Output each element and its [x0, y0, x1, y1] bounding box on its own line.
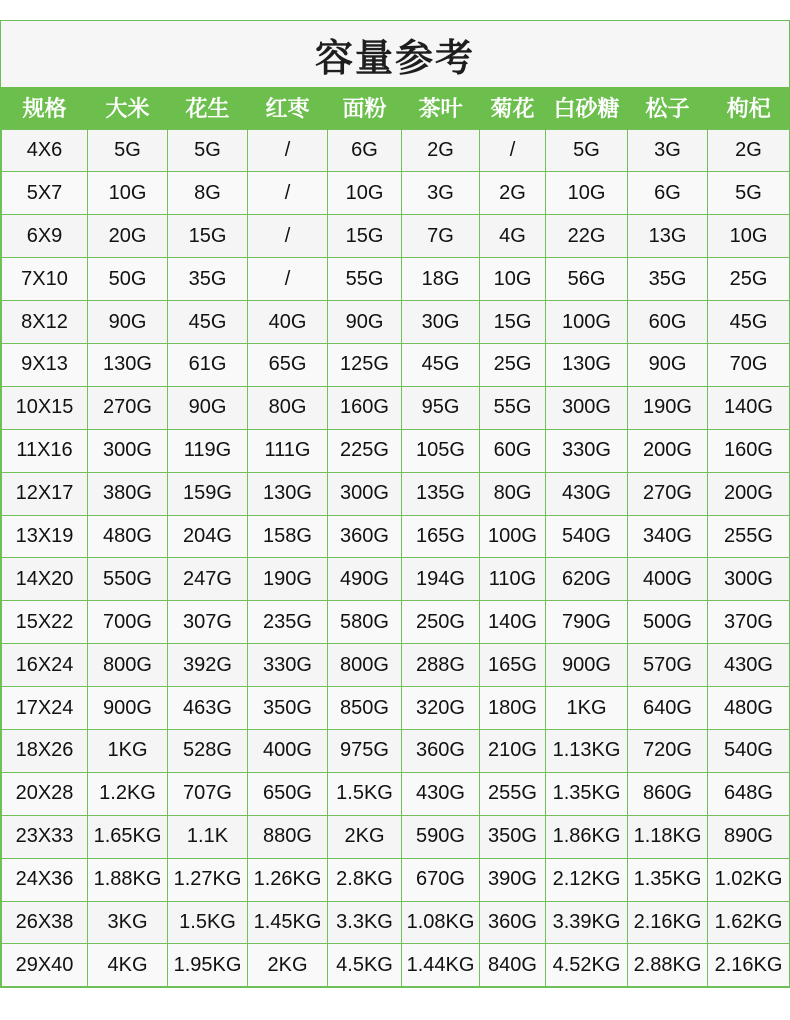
capacity-cell: 160G [328, 386, 402, 429]
capacity-cell: 158G [248, 515, 328, 558]
capacity-cell: 480G [708, 687, 790, 730]
spec-cell: 24X36 [2, 858, 88, 901]
table-row [2, 601, 790, 644]
capacity-cell: 3.3KG [328, 901, 402, 944]
capacity-cell: 1.35KG [546, 772, 628, 815]
capacity-cell: 10G [708, 215, 790, 258]
capacity-cell: 5G [88, 129, 168, 172]
capacity-cell: 45G [402, 343, 480, 386]
capacity-cell: 2G [480, 172, 546, 215]
capacity-cell: 1.27KG [168, 858, 248, 901]
capacity-cell: 1.5KG [168, 901, 248, 944]
capacity-cell: 528G [168, 729, 248, 772]
capacity-cell: 180G [480, 687, 546, 730]
column-header: 大米 [88, 87, 168, 129]
capacity-cell: 100G [480, 515, 546, 558]
capacity-cell: 4KG [88, 944, 168, 987]
table-row [2, 129, 790, 172]
capacity-cell: 111G [248, 429, 328, 472]
capacity-cell: 35G [628, 258, 708, 301]
capacity-cell: 56G [546, 258, 628, 301]
capacity-cell: 270G [88, 386, 168, 429]
capacity-cell: 1.62KG [708, 901, 790, 944]
capacity-cell: 2.8KG [328, 858, 402, 901]
table-row [2, 687, 790, 730]
capacity-cell: 200G [708, 472, 790, 515]
capacity-cell: 1.1K [168, 815, 248, 858]
capacity-cell: 360G [328, 515, 402, 558]
capacity-cell: / [248, 129, 328, 172]
capacity-cell: 165G [480, 644, 546, 687]
table-row [2, 472, 790, 515]
capacity-cell: 860G [628, 772, 708, 815]
capacity-cell: 540G [546, 515, 628, 558]
capacity-cell: 3.39KG [546, 901, 628, 944]
capacity-cell: 90G [88, 301, 168, 344]
capacity-cell: 5G [168, 129, 248, 172]
capacity-cell: 700G [88, 601, 168, 644]
capacity-cell: 95G [402, 386, 480, 429]
spec-cell: 14X20 [2, 558, 88, 601]
capacity-cell: 22G [546, 215, 628, 258]
spec-cell: 6X9 [2, 215, 88, 258]
capacity-cell: 80G [480, 472, 546, 515]
column-header: 白砂糖 [546, 87, 628, 129]
capacity-cell: 2KG [328, 815, 402, 858]
spec-cell: 29X40 [2, 944, 88, 987]
capacity-cell: 6G [628, 172, 708, 215]
table-row [2, 901, 790, 944]
capacity-cell: 65G [248, 343, 328, 386]
title-bar [1, 21, 789, 87]
capacity-cell: / [248, 215, 328, 258]
capacity-cell: 400G [628, 558, 708, 601]
capacity-cell: 10G [546, 172, 628, 215]
capacity-cell: 204G [168, 515, 248, 558]
capacity-cell: 330G [248, 644, 328, 687]
capacity-cell: 165G [402, 515, 480, 558]
capacity-cell: / [248, 172, 328, 215]
spec-cell: 20X28 [2, 772, 88, 815]
table-row [2, 258, 790, 301]
capacity-cell: 200G [628, 429, 708, 472]
capacity-cell: 20G [88, 215, 168, 258]
capacity-cell: 255G [708, 515, 790, 558]
capacity-cell: 392G [168, 644, 248, 687]
capacity-cell: 890G [708, 815, 790, 858]
capacity-cell: 1.2KG [88, 772, 168, 815]
capacity-reference-panel [0, 20, 790, 988]
capacity-cell: 350G [480, 815, 546, 858]
capacity-cell: 7G [402, 215, 480, 258]
capacity-cell: 13G [628, 215, 708, 258]
capacity-cell: 60G [480, 429, 546, 472]
table-row [2, 644, 790, 687]
capacity-cell: 1.26KG [248, 858, 328, 901]
page-title: 容量参考 [314, 35, 475, 80]
capacity-cell: 2.16KG [708, 944, 790, 987]
spec-cell: 13X19 [2, 515, 88, 558]
capacity-cell: 4.52KG [546, 944, 628, 987]
column-header: 枸杞 [708, 87, 790, 129]
capacity-cell: 15G [168, 215, 248, 258]
capacity-cell: 2.12KG [546, 858, 628, 901]
capacity-cell: 55G [480, 386, 546, 429]
capacity-cell: 430G [708, 644, 790, 687]
capacity-cell: 790G [546, 601, 628, 644]
capacity-cell: 35G [168, 258, 248, 301]
capacity-cell: 540G [708, 729, 790, 772]
table-row [2, 301, 790, 344]
capacity-cell: 380G [88, 472, 168, 515]
capacity-cell: 800G [328, 644, 402, 687]
capacity-cell: 25G [480, 343, 546, 386]
capacity-cell: 490G [328, 558, 402, 601]
capacity-cell: 900G [546, 644, 628, 687]
column-header: 茶叶 [402, 87, 480, 129]
spec-cell: 8X12 [2, 301, 88, 344]
capacity-cell: 80G [248, 386, 328, 429]
capacity-cell: 2G [402, 129, 480, 172]
capacity-cell: 270G [628, 472, 708, 515]
capacity-cell: 160G [708, 429, 790, 472]
capacity-cell: 1.02KG [708, 858, 790, 901]
table-row [2, 729, 790, 772]
capacity-cell: 720G [628, 729, 708, 772]
capacity-cell: 2KG [248, 944, 328, 987]
table-header-row [2, 87, 790, 129]
capacity-cell: 119G [168, 429, 248, 472]
capacity-cell: 1.5KG [328, 772, 402, 815]
capacity-cell: 463G [168, 687, 248, 730]
spec-cell: 26X38 [2, 901, 88, 944]
capacity-cell: 10G [480, 258, 546, 301]
capacity-cell: 130G [546, 343, 628, 386]
capacity-cell: 130G [88, 343, 168, 386]
table-row [2, 215, 790, 258]
capacity-cell: 130G [248, 472, 328, 515]
spec-cell: 15X22 [2, 601, 88, 644]
capacity-cell: 300G [88, 429, 168, 472]
capacity-cell: 190G [628, 386, 708, 429]
capacity-cell: 140G [480, 601, 546, 644]
column-header-spec: 规格 [2, 87, 88, 129]
capacity-cell: 707G [168, 772, 248, 815]
capacity-cell: 45G [168, 301, 248, 344]
capacity-cell: 3KG [88, 901, 168, 944]
capacity-cell: 1.65KG [88, 815, 168, 858]
capacity-cell: 10G [88, 172, 168, 215]
capacity-cell: 550G [88, 558, 168, 601]
capacity-cell: 300G [546, 386, 628, 429]
capacity-cell: 135G [402, 472, 480, 515]
capacity-cell: 190G [248, 558, 328, 601]
spec-cell: 17X24 [2, 687, 88, 730]
capacity-cell: 235G [248, 601, 328, 644]
table-row [2, 172, 790, 215]
capacity-cell: 288G [402, 644, 480, 687]
capacity-cell: 210G [480, 729, 546, 772]
capacity-cell: 400G [248, 729, 328, 772]
spec-cell: 18X26 [2, 729, 88, 772]
capacity-cell: 45G [708, 301, 790, 344]
capacity-table [1, 87, 790, 987]
capacity-cell: 1.35KG [628, 858, 708, 901]
capacity-cell: 640G [628, 687, 708, 730]
capacity-cell: 105G [402, 429, 480, 472]
capacity-cell: 110G [480, 558, 546, 601]
capacity-cell: 2.88KG [628, 944, 708, 987]
spec-cell: 12X17 [2, 472, 88, 515]
capacity-cell: 3G [628, 129, 708, 172]
capacity-cell: 650G [248, 772, 328, 815]
table-row [2, 944, 790, 987]
capacity-cell: 430G [402, 772, 480, 815]
capacity-cell: 300G [328, 472, 402, 515]
spec-cell: 5X7 [2, 172, 88, 215]
spec-cell: 4X6 [2, 129, 88, 172]
capacity-cell: 30G [402, 301, 480, 344]
capacity-cell: 390G [480, 858, 546, 901]
capacity-cell: 90G [628, 343, 708, 386]
capacity-cell: 247G [168, 558, 248, 601]
capacity-cell: 90G [168, 386, 248, 429]
capacity-cell: 880G [248, 815, 328, 858]
capacity-cell: 1.45KG [248, 901, 328, 944]
capacity-cell: 5G [546, 129, 628, 172]
capacity-cell: 10G [328, 172, 402, 215]
capacity-cell: 300G [708, 558, 790, 601]
capacity-cell: 5G [708, 172, 790, 215]
spec-cell: 9X13 [2, 343, 88, 386]
capacity-cell: 6G [328, 129, 402, 172]
table-body [2, 129, 790, 987]
capacity-cell: 3G [402, 172, 480, 215]
capacity-cell: 800G [88, 644, 168, 687]
column-header: 花生 [168, 87, 248, 129]
capacity-cell: 1.13KG [546, 729, 628, 772]
capacity-cell: 2G [708, 129, 790, 172]
capacity-cell: 307G [168, 601, 248, 644]
capacity-cell: 1.88KG [88, 858, 168, 901]
capacity-cell: 55G [328, 258, 402, 301]
capacity-cell: 125G [328, 343, 402, 386]
table-row [2, 386, 790, 429]
capacity-cell: 1.08KG [402, 901, 480, 944]
capacity-cell: 840G [480, 944, 546, 987]
capacity-cell: 340G [628, 515, 708, 558]
capacity-cell: 4G [480, 215, 546, 258]
capacity-cell: 40G [248, 301, 328, 344]
capacity-cell: 90G [328, 301, 402, 344]
capacity-cell: 15G [480, 301, 546, 344]
spec-cell: 11X16 [2, 429, 88, 472]
table-row [2, 858, 790, 901]
capacity-cell: 1KG [88, 729, 168, 772]
capacity-cell: 900G [88, 687, 168, 730]
capacity-cell: 430G [546, 472, 628, 515]
spec-cell: 16X24 [2, 644, 88, 687]
capacity-cell: 70G [708, 343, 790, 386]
capacity-cell: / [248, 258, 328, 301]
capacity-cell: 1KG [546, 687, 628, 730]
capacity-cell: 570G [628, 644, 708, 687]
capacity-cell: / [480, 129, 546, 172]
column-header: 红枣 [248, 87, 328, 129]
spec-cell: 10X15 [2, 386, 88, 429]
table-row [2, 772, 790, 815]
capacity-cell: 250G [402, 601, 480, 644]
capacity-cell: 580G [328, 601, 402, 644]
capacity-cell: 1.86KG [546, 815, 628, 858]
spec-cell: 23X33 [2, 815, 88, 858]
capacity-cell: 620G [546, 558, 628, 601]
column-header: 面粉 [328, 87, 402, 129]
capacity-cell: 159G [168, 472, 248, 515]
capacity-cell: 194G [402, 558, 480, 601]
table-row [2, 515, 790, 558]
capacity-cell: 320G [402, 687, 480, 730]
capacity-cell: 500G [628, 601, 708, 644]
capacity-cell: 1.95KG [168, 944, 248, 987]
column-header: 菊花 [480, 87, 546, 129]
table-row [2, 558, 790, 601]
capacity-cell: 100G [546, 301, 628, 344]
capacity-cell: 50G [88, 258, 168, 301]
spec-cell: 7X10 [2, 258, 88, 301]
capacity-cell: 60G [628, 301, 708, 344]
capacity-cell: 360G [480, 901, 546, 944]
capacity-cell: 590G [402, 815, 480, 858]
capacity-cell: 370G [708, 601, 790, 644]
capacity-cell: 850G [328, 687, 402, 730]
capacity-cell: 2.16KG [628, 901, 708, 944]
table-row [2, 429, 790, 472]
capacity-cell: 480G [88, 515, 168, 558]
capacity-cell: 15G [328, 215, 402, 258]
capacity-cell: 25G [708, 258, 790, 301]
capacity-cell: 975G [328, 729, 402, 772]
capacity-cell: 350G [248, 687, 328, 730]
capacity-cell: 4.5KG [328, 944, 402, 987]
capacity-cell: 225G [328, 429, 402, 472]
capacity-cell: 360G [402, 729, 480, 772]
capacity-cell: 61G [168, 343, 248, 386]
capacity-cell: 330G [546, 429, 628, 472]
capacity-cell: 18G [402, 258, 480, 301]
capacity-cell: 140G [708, 386, 790, 429]
column-header: 松子 [628, 87, 708, 129]
capacity-cell: 670G [402, 858, 480, 901]
capacity-cell: 8G [168, 172, 248, 215]
table-row [2, 343, 790, 386]
table-row [2, 815, 790, 858]
capacity-cell: 1.44KG [402, 944, 480, 987]
capacity-cell: 255G [480, 772, 546, 815]
capacity-cell: 1.18KG [628, 815, 708, 858]
capacity-cell: 648G [708, 772, 790, 815]
